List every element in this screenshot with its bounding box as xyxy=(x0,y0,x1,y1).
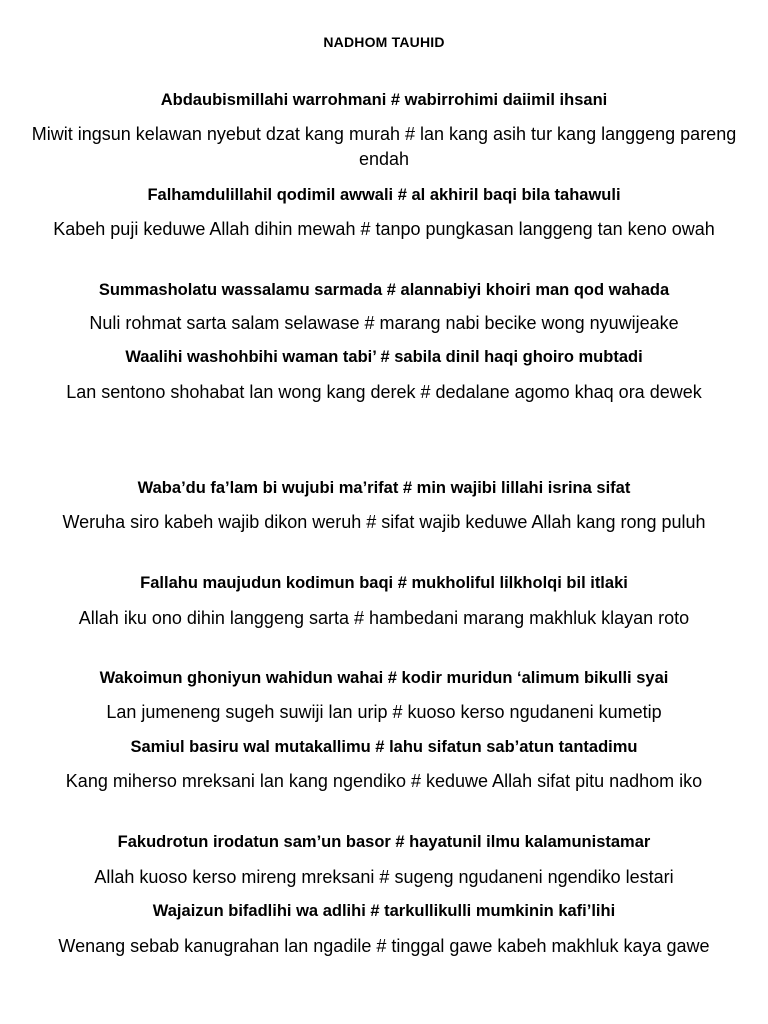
arabic-verse-1: Abdaubismillahi warrohmani # wabirrohimi daiimil ihsani xyxy=(160,91,608,109)
arabic-verse-5: Waba’du fa’lam bi wujubi ma’rifat # min wajibi lillahi isrina sifat xyxy=(137,479,631,497)
javanese-translation-10: Wenang sebab kanugrahan lan ngadile # tinggal gawe kabeh makhluk kaya gawe xyxy=(58,936,710,956)
javanese-translation-9: Allah kuoso kerso mireng mreksani # sugeng ngudaneni ngendiko lestari xyxy=(94,867,674,887)
document-title: NADHOM TAUHID xyxy=(323,34,445,50)
javanese-translation-5: Weruha siro kabeh wajib dikon weruh # sifat wajib keduwe Allah kang rong puluh xyxy=(62,512,706,532)
javanese-translation-2: Kabeh puji keduwe Allah dihin mewah # tanpo pungkasan langgeng tan keno owah xyxy=(53,219,715,239)
arabic-verse-3: Summasholatu wassalamu sarmada # alannabiyi khoiri man qod wahada xyxy=(98,281,670,299)
arabic-verse-9: Fakudrotun irodatun sam’un basor # hayatunil ilmu kalamunistamar xyxy=(117,833,651,851)
arabic-verse-10: Wajaizun bifadlihi wa adlihi # tarkullikulli mumkinin kafi’lihi xyxy=(152,902,616,920)
arabic-verse-6: Fallahu maujudun kodimun baqi # mukholiful lilkholqi bil itlaki xyxy=(140,574,628,592)
javanese-translation-4: Lan sentono shohabat lan wong kang derek # dedalane agomo khaq ora dewek xyxy=(66,382,702,402)
javanese-translation-7: Lan jumeneng sugeh suwiji lan urip # kuoso kerso ngudaneni kumetip xyxy=(106,702,662,722)
arabic-verse-8: Samiul basiru wal mutakallimu # lahu sifatun sab’atun tantadimu xyxy=(130,738,638,756)
javanese-translation-1: Miwit ingsun kelawan nyebut dzat kang murah # lan kang asih tur kang langgeng pareng endah xyxy=(31,124,737,169)
arabic-verse-7: Wakoimun ghoniyun wahidun wahai # kodir muridun ‘alimum bikulli syai xyxy=(99,669,669,687)
arabic-verse-2: Falhamdulillahil qodimil awwali # al akhiril baqi bila tahawuli xyxy=(147,186,621,204)
arabic-verse-4: Waalihi washohbihi waman tabi’ # sabila dinil haqi ghoiro mubtadi xyxy=(125,348,643,366)
javanese-translation-3: Nuli rohmat sarta salam selawase # marang nabi becike wong nyuwijeake xyxy=(89,313,679,333)
javanese-translation-6: Allah iku ono dihin langgeng sarta # hambedani marang makhluk klayan roto xyxy=(78,608,690,628)
javanese-translation-8: Kang miherso mreksani lan kang ngendiko # keduwe Allah sifat pitu nadhom iko xyxy=(65,771,703,791)
